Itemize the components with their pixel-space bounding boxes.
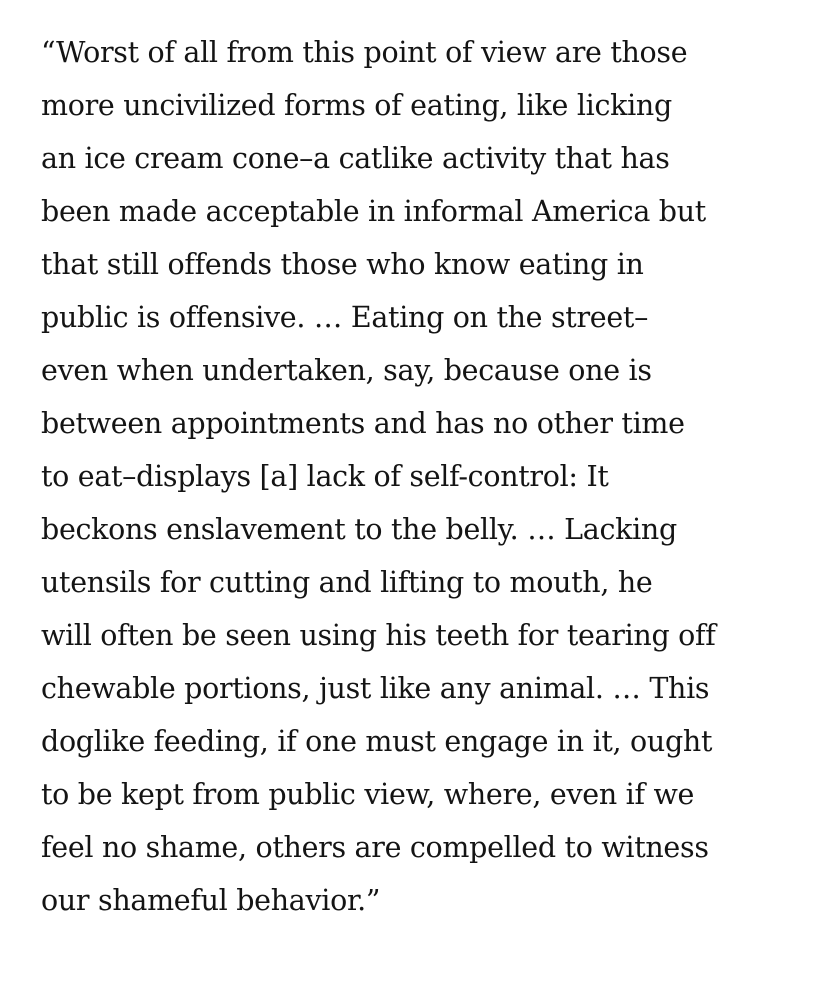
- quote-line: an ice cream cone–a catlike activity that has: [41, 142, 670, 175]
- quote-line: more uncivilized forms of eating, like licking: [41, 89, 672, 122]
- quote-line: will often be seen using his teeth for tearing off: [41, 619, 716, 652]
- quote-line: public is offensive. … Eating on the street–: [41, 301, 649, 334]
- quote-paragraph: [41, 26, 821, 927]
- quote-line: to eat–displays [a] lack of self-control: It: [41, 460, 609, 493]
- quote-line: doglike feeding, if one must engage in it, ought: [41, 725, 713, 758]
- quote-line: feel no shame, others are compelled to witness: [41, 831, 709, 864]
- quote-line: beckons enslavement to the belly. … Lacking: [41, 513, 677, 546]
- quote-line: “Worst of all from this point of view are those: [41, 36, 688, 69]
- quote-line: that still offends those who know eating in: [41, 248, 644, 281]
- quote-line: even when undertaken, say, because one is: [41, 354, 652, 387]
- quote-line: our shameful behavior.”: [41, 884, 381, 917]
- quote-line: utensils for cutting and lifting to mouth, he: [41, 566, 653, 599]
- quote-line: chewable portions, just like any animal. … This: [41, 672, 710, 705]
- quote-line: between appointments and has no other time: [41, 407, 685, 440]
- quote-line: to be kept from public view, where, even if we: [41, 778, 695, 811]
- quote-line: been made acceptable in informal America but: [41, 195, 706, 228]
